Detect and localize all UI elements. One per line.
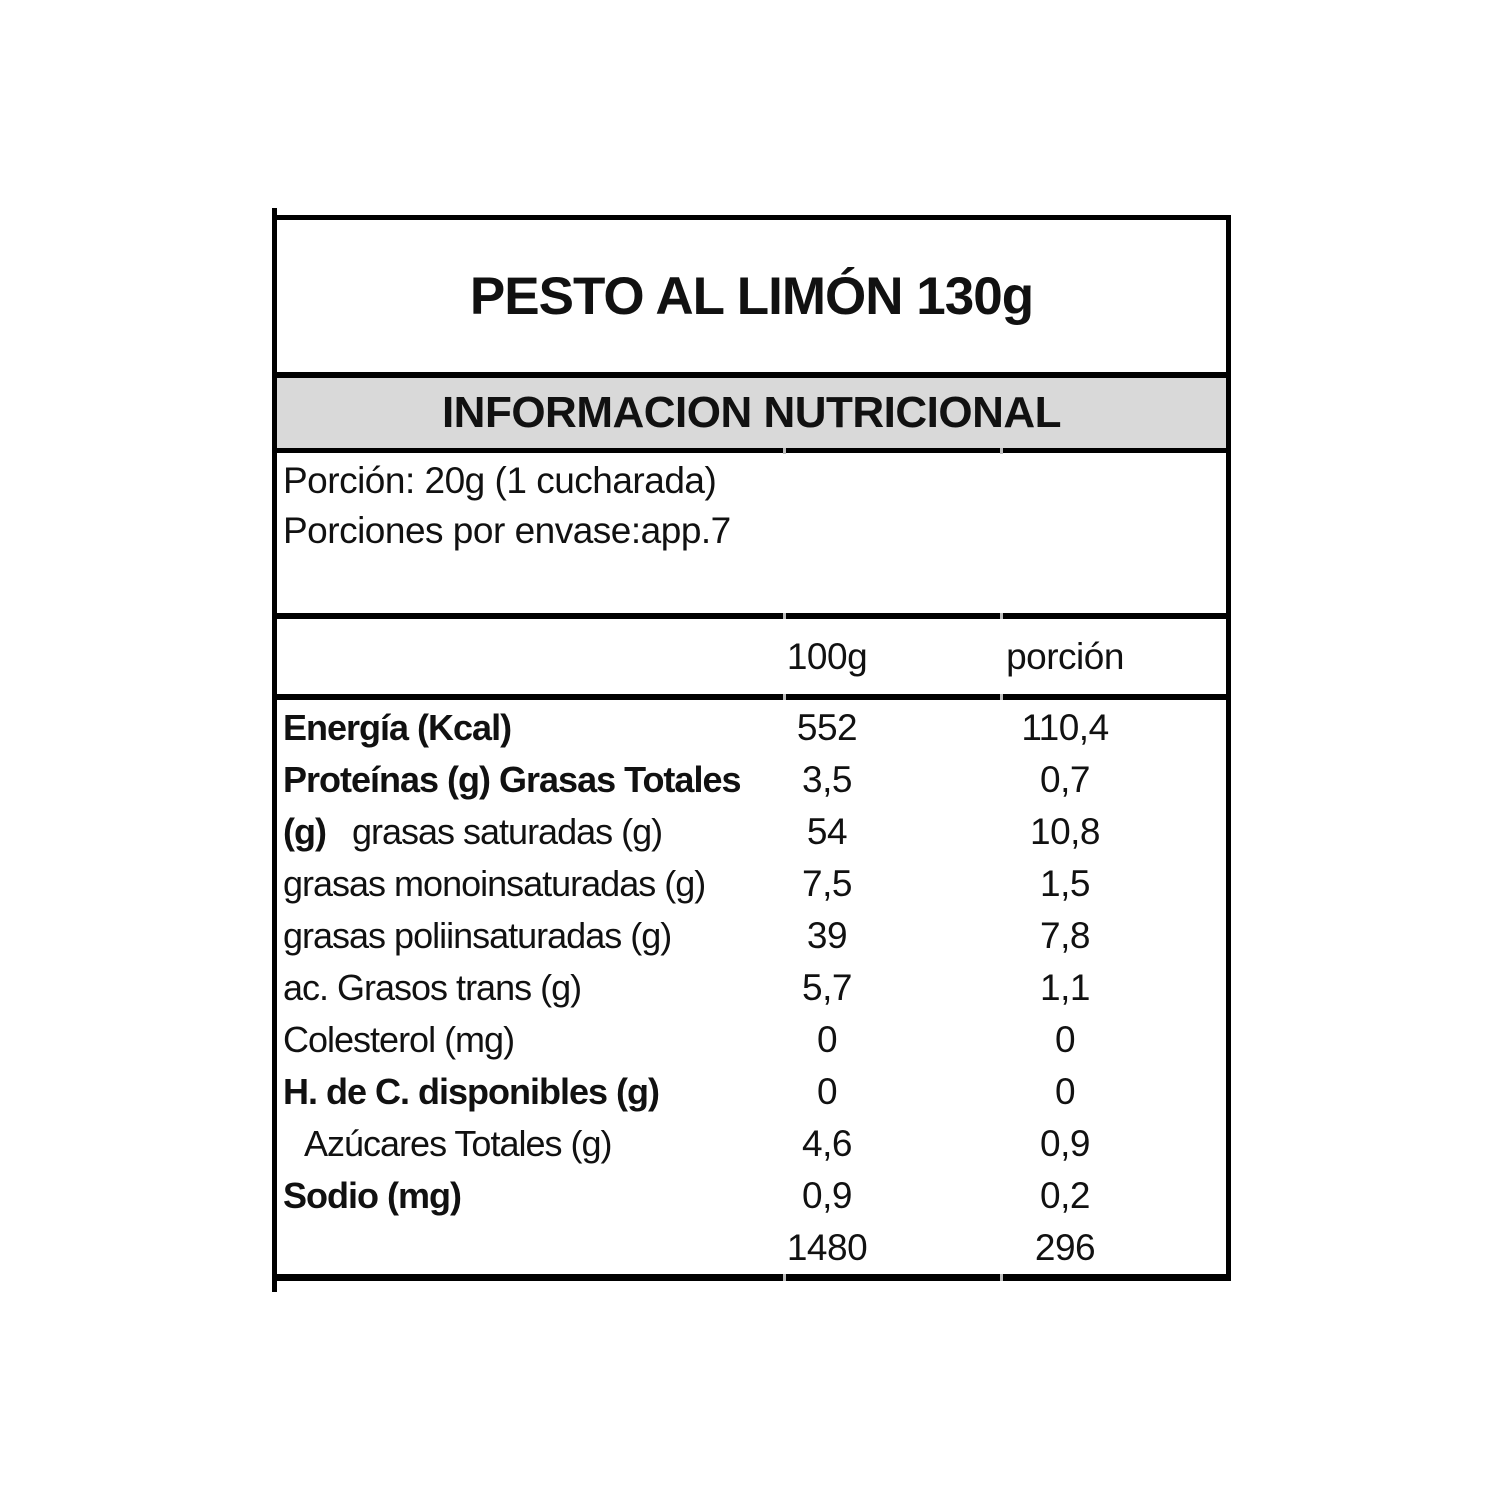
value-per-100g: 5,7 — [802, 967, 852, 1008]
border-seam — [783, 1274, 786, 1281]
row-label — [277, 759, 741, 801]
table-row — [277, 702, 1226, 754]
row-label — [277, 967, 581, 1009]
row-label-part: (g) — [283, 811, 326, 852]
row-label-part: Azúcares Totales (g) — [304, 1123, 612, 1164]
product-title: PESTO AL LIMÓN 130g — [469, 266, 1034, 326]
table-row — [277, 910, 1226, 962]
row-label-part: grasas monoinsaturadas (g) — [283, 863, 706, 904]
value-per-100g: 39 — [806, 915, 848, 956]
value-per-100g: 0,9 — [802, 1175, 852, 1216]
value-per-100g: 54 — [806, 811, 848, 852]
value-per-portion: 0,2 — [1040, 1175, 1090, 1216]
value-per-portion: 0 — [1054, 1019, 1076, 1060]
column-header-row — [277, 619, 1226, 700]
value-per-100g: 1480 — [786, 1227, 868, 1268]
table-row — [277, 1014, 1226, 1066]
column-header-portion: porción — [1006, 635, 1124, 677]
value-per-portion: 1,5 — [1040, 863, 1090, 904]
row-label-part: Sodio (mg) — [283, 1175, 461, 1216]
row-label — [277, 1071, 659, 1113]
row-label-part: Colesterol (mg) — [283, 1019, 515, 1060]
serving-section — [277, 453, 1226, 619]
value-per-100g: 0 — [816, 1071, 838, 1112]
value-per-portion: 0,9 — [1040, 1123, 1090, 1164]
row-label — [277, 811, 662, 853]
row-label-part: ac. Grasos trans (g) — [283, 967, 582, 1008]
table-row — [277, 1066, 1226, 1118]
row-label — [277, 707, 511, 749]
row-label-part: Proteínas (g) Grasas Totales — [283, 759, 741, 800]
column-header-100g: 100g — [786, 635, 868, 677]
row-label-part: H. de C. disponibles (g) — [283, 1071, 660, 1112]
row-label — [277, 1019, 514, 1061]
row-label — [277, 915, 671, 957]
value-per-portion: 110,4 — [1021, 707, 1109, 748]
table-row — [277, 962, 1226, 1014]
serving-size-line: Porción: 20g (1 cucharada) — [283, 460, 717, 501]
row-label — [277, 1175, 461, 1217]
servings-per-container-line: Porciones por envase:app.7 — [283, 510, 731, 551]
nutrition-rows — [277, 700, 1226, 1274]
value-per-portion: 296 — [1034, 1227, 1096, 1268]
nutrition-header-title: INFORMACION NUTRICIONAL — [441, 388, 1062, 437]
value-per-100g: 552 — [796, 707, 858, 748]
border-seam — [1000, 1274, 1003, 1281]
border-tail-bottom — [272, 1281, 277, 1292]
row-label-part: grasas poliinsaturadas (g) — [283, 915, 672, 956]
table-row — [277, 1118, 1226, 1170]
table-row — [277, 1170, 1226, 1222]
value-per-portion: 7,8 — [1040, 915, 1090, 956]
table-row — [277, 858, 1226, 910]
table-row — [277, 1222, 1226, 1274]
value-per-portion: 0 — [1054, 1071, 1076, 1112]
row-label-part: Energía (Kcal) — [283, 707, 512, 748]
row-label — [277, 1123, 611, 1165]
value-per-portion: 1,1 — [1040, 967, 1090, 1008]
value-per-100g: 4,6 — [802, 1123, 852, 1164]
table-row — [277, 806, 1226, 858]
row-label — [277, 863, 705, 905]
value-per-100g: 7,5 — [802, 863, 852, 904]
value-per-100g: 0 — [816, 1019, 838, 1060]
value-per-100g: 3,5 — [802, 759, 852, 800]
nutrition-label — [272, 215, 1231, 1281]
value-per-portion: 0,7 — [1040, 759, 1090, 800]
title-section — [277, 220, 1226, 378]
row-label-part: grasas saturadas (g) — [351, 811, 663, 852]
value-per-portion: 10,8 — [1029, 811, 1101, 852]
nutrition-header-band — [277, 378, 1226, 453]
table-row — [277, 754, 1226, 806]
